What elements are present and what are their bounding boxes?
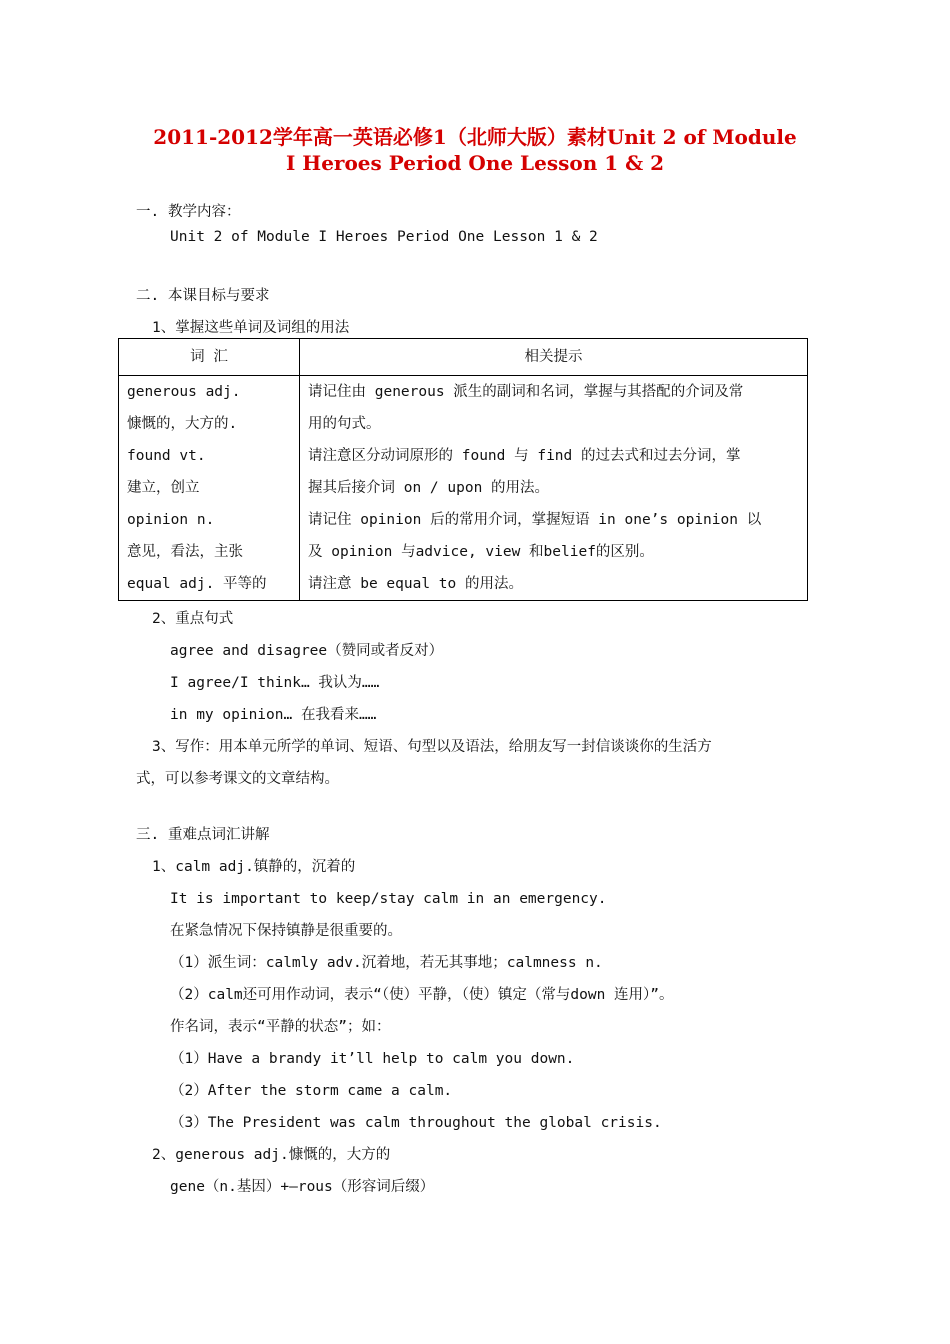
key-phrase: I agree/I think… 我认为……	[170, 675, 380, 691]
section-2-item-2: 2、重点句式	[152, 611, 234, 627]
generous-entry-title: 2、generous adj.慷慨的，大方的	[152, 1147, 391, 1163]
vocabulary-line: equal adj. 平等的	[127, 576, 267, 592]
table-header-cell: 相关提示	[300, 339, 808, 376]
hint-line: 请注意区分动词原形的 found 与 find 的过去式和过去分词，掌	[308, 448, 741, 464]
key-phrase: in my opinion… 在我看来……	[170, 707, 377, 723]
generous-word-formation: gene（n.基因）+—rous（形容词后缀）	[170, 1179, 435, 1195]
vocabulary-words-cell	[119, 376, 300, 601]
calm-example-sentence: （1）Have a brandy it’ll help to calm you down.	[170, 1051, 575, 1067]
hints-cell	[300, 376, 808, 601]
page-title-line-1: 2011-2012学年高一英语必修1（北师大版）素材Unit 2 of Module	[153, 125, 797, 149]
section-2-heading: 二. 本课目标与要求	[136, 288, 270, 304]
calm-example-chinese: 在紧急情况下保持镇静是很重要的。	[170, 923, 402, 939]
key-phrase: agree and disagree（赞同或者反对）	[170, 643, 444, 659]
table-row	[119, 376, 808, 601]
page-title-line-2: I Heroes Period One Lesson 1 & 2	[285, 151, 665, 175]
calm-entry-title: 1、calm adj.镇静的，沉着的	[152, 859, 356, 875]
section-1-heading: 一. 教学内容：	[136, 204, 241, 220]
vocabulary-line: 慷慨的，大方的.	[127, 416, 238, 432]
hint-line: 请记住 opinion 后的常用介词，掌握短语 in one’s opinion 以	[308, 512, 762, 528]
section-3-heading: 三. 重难点词汇讲解	[136, 827, 270, 843]
calm-note: 作名词，表示“平静的状态”；如：	[170, 1019, 391, 1035]
table-header-cell: 词 汇	[119, 339, 300, 376]
vocabulary-line: opinion n.	[127, 512, 215, 528]
hint-line: 及 opinion 与advice, view 和belief的区别。	[308, 544, 654, 560]
hint-line: 请注意 be equal to 的用法。	[308, 576, 523, 592]
hint-line: 用的句式。	[308, 416, 381, 432]
calm-note: （2）calm还可用作动词，表示“（使）平静，（使）镇定（常与down 连用）”。	[170, 987, 674, 1003]
vocabulary-line: 意见，看法，主张	[127, 544, 243, 560]
calm-example-english: It is important to keep/stay calm in an emergency.	[170, 891, 607, 907]
section-2-item-3-line-1: 3、写作：用本单元所学的单词、短语、句型以及语法，给朋友写一封信谈谈你的生活方	[152, 739, 712, 755]
vocabulary-line: found vt.	[127, 448, 206, 464]
vocabulary-line: generous adj.	[127, 384, 241, 400]
calm-example-sentence: （3）The President was calm throughout the global crisis.	[170, 1115, 662, 1131]
table-header-row	[119, 339, 808, 376]
calm-example-sentence: （2）After the storm came a calm.	[170, 1083, 453, 1099]
vocabulary-line: 建立，创立	[127, 480, 200, 496]
section-1-content: Unit 2 of Module I Heroes Period One Lesson 1 & 2	[170, 229, 598, 245]
hint-line: 握其后接介词 on / upon 的用法。	[308, 480, 550, 496]
section-2-item-3-line-2: 式，可以参考课文的文章结构。	[136, 771, 339, 787]
calm-note: （1）派生词：calmly adv.沉着地，若无其事地；calmness n.	[170, 955, 603, 971]
section-2-item-1: 1、掌握这些单词及词组的用法	[152, 320, 350, 336]
hint-line: 请记住由 generous 派生的副词和名词，掌握与其搭配的介词及常	[308, 384, 744, 400]
vocabulary-table	[118, 338, 808, 601]
